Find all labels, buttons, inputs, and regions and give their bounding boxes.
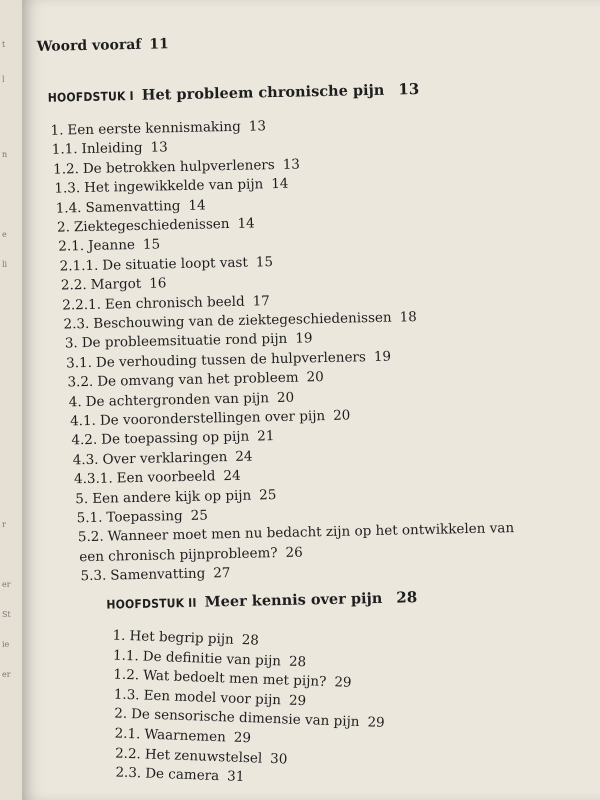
entry-number: 4.2. [71, 432, 98, 449]
entry-title: Wat bedoelt men met pijn? [142, 667, 327, 691]
entry-title: een chronisch pijnprobleem? [79, 544, 278, 566]
toc-entry [71, 427, 274, 449]
entry-page: 13 [282, 156, 301, 173]
entry-number: 2.1.1. [59, 257, 99, 275]
toc-entry [79, 543, 303, 566]
entry-title: Wanneer moet men nu bedacht zijn op het ontwikkelen van [107, 520, 515, 546]
entry-number: 2.2.1. [62, 296, 102, 314]
toc-entry [76, 507, 208, 528]
entry-page: 14 [188, 197, 206, 214]
entry-title: Samenvatting [110, 565, 206, 584]
entry-number: 1.1. [112, 647, 140, 665]
entry-page: 11 [149, 36, 169, 53]
entry-title: Het zenuwstelsel [144, 746, 263, 767]
entry-page: 26 [285, 544, 303, 561]
entry-number: 1.1. [51, 141, 78, 159]
entry-page: 29 [233, 729, 252, 747]
toc-entry [56, 196, 206, 217]
entry-page: 13 [150, 139, 168, 157]
entry-title: De achtergronden van pijn [85, 389, 270, 410]
entry-title: De betrokken hulpverleners [82, 156, 275, 177]
toc-entry [52, 139, 168, 159]
entry-number: 1.2. [52, 160, 80, 178]
entry-number: 2. [56, 219, 71, 236]
toc-entry [112, 627, 259, 650]
entry-page: 29 [367, 714, 385, 732]
book-page [22, 0, 600, 800]
entry-number: 2.2. [114, 745, 142, 762]
entry-page: 29 [334, 674, 352, 692]
entry-title: Inleiding [81, 140, 143, 158]
entry-page: 14 [271, 175, 289, 193]
chapter-label: HOOFDSTUK II [106, 595, 197, 612]
chapter-heading-1 [48, 80, 420, 107]
entry-page: 19 [295, 330, 313, 348]
entry-number: 1.3. [54, 180, 81, 197]
entry-title: Over verklaringen [102, 448, 228, 468]
entry-page: 24 [235, 448, 253, 465]
entry-number: 2.2. [60, 277, 87, 294]
entry-title: Het begrip pijn [129, 628, 235, 648]
entry-title: Een chronisch beeld [104, 293, 245, 313]
chapter-page: 13 [398, 79, 420, 99]
entry-title: Ziektegeschiedenissen [73, 215, 230, 236]
entry-number: 4.1. [69, 412, 97, 430]
entry-page: 19 [373, 348, 392, 365]
table-of-contents [36, 0, 600, 800]
entry-title: Het ingewikkelde van pijn [84, 176, 264, 197]
entry-page: 27 [213, 565, 231, 582]
entry-number: 2.3. [115, 764, 142, 782]
toc-entry [75, 486, 276, 508]
toc-entry [74, 467, 241, 488]
entry-page: 20 [332, 407, 351, 424]
toc-entry [54, 175, 288, 198]
toc-entry [114, 725, 251, 748]
entry-number: 1.2. [113, 666, 140, 684]
chapter-page: 28 [396, 588, 418, 607]
entry-page: 16 [149, 275, 167, 292]
entry-number: 4.3.1. [73, 470, 113, 488]
previous-page-edge: t l n e li r er St ie er [0, 0, 23, 800]
toc-entry [61, 275, 167, 295]
entry-page: 29 [288, 692, 307, 710]
entry-title: Beschouwing van de ziektegeschiedenissen [93, 309, 392, 332]
entry-title: De omvang van het probleem [97, 369, 299, 390]
toc-entry [50, 117, 266, 140]
toc-entry [59, 253, 273, 275]
entry-page: 24 [223, 468, 241, 485]
entry-number: 1.4. [55, 199, 82, 217]
entry-number: 5.3. [80, 567, 107, 585]
entry-page: 15 [255, 253, 274, 271]
chapter-label: HOOFDSTUK I [47, 88, 134, 105]
entry-page: 13 [248, 118, 267, 135]
entry-number: 3. [64, 335, 78, 352]
entry-title: De sensorische dimensie van pijn [130, 706, 360, 731]
entry-page: 25 [190, 507, 209, 524]
entry-page: 20 [276, 389, 295, 406]
entry-number: 2. [113, 705, 128, 723]
entry-number: 3.1. [66, 354, 93, 372]
entry-page: 28 [241, 632, 260, 649]
entry-title: De verhouding tussen de hulpverleners [95, 348, 367, 371]
entry-title: Samenvatting [85, 197, 181, 216]
entry-page: 31 [226, 768, 245, 786]
entry-title: Een voorbeeld [116, 468, 216, 487]
entry-page: 30 [269, 750, 288, 768]
entry-number: 1. [50, 122, 64, 139]
entry-title: De vooronderstellingen over pijn [99, 408, 326, 429]
entry-page: 17 [252, 292, 270, 310]
toc-entry [73, 447, 253, 469]
entry-title: Een andere kijk op pijn [92, 487, 252, 507]
entry-title: Een model voor pijn [143, 687, 282, 709]
toc-entry [57, 214, 255, 236]
entry-number: 1.3. [113, 686, 140, 704]
entry-number: 3.2. [67, 374, 94, 391]
entry-title: Jeanne [87, 237, 136, 255]
entry-title: De situatie loopt vast [102, 254, 248, 274]
toc-entry [115, 764, 245, 786]
toc-entry [58, 236, 160, 256]
entry-page: 20 [306, 369, 324, 386]
entry-page: 28 [288, 653, 307, 670]
entry-page: 15 [142, 236, 161, 254]
entry-number: 2.1. [58, 238, 85, 255]
entry-number: 2.3. [63, 315, 90, 333]
chapter-heading-2 [106, 588, 417, 614]
entry-title: De camera [144, 765, 220, 785]
entry-title: Waarnemen [144, 726, 227, 746]
entry-number: 5.2. [77, 529, 104, 546]
entry-title: De toepassing op pijn [101, 429, 250, 449]
toc-entry [62, 292, 270, 314]
entry-title: Toepassing [106, 508, 183, 526]
entry-title: Margot [90, 276, 142, 294]
entry-number: 5.1. [76, 509, 103, 527]
entry-page: 25 [259, 486, 277, 504]
entry-number: 5. [75, 490, 89, 507]
entry-number: 1. [112, 627, 126, 644]
toc-entry [80, 564, 230, 585]
entry-title: Woord vooraf [36, 36, 142, 55]
entry-title: De definitie van pijn [142, 648, 282, 669]
entry-page: 18 [399, 309, 417, 326]
entry-title: Een eerste kennismaking [67, 118, 241, 139]
toc-front-matter [37, 35, 169, 56]
chapter-title: Het probleem chronische pijn [141, 81, 385, 104]
chapter-title: Meer kennis over pijn [204, 589, 383, 611]
entry-number: 2.1. [114, 725, 141, 743]
entry-page: 21 [257, 428, 275, 445]
entry-page: 14 [237, 215, 255, 232]
entry-title: De probleemsituatie rond pijn [81, 331, 288, 352]
entry-number: 4.3. [72, 451, 99, 469]
entry-number: 4. [68, 393, 82, 410]
